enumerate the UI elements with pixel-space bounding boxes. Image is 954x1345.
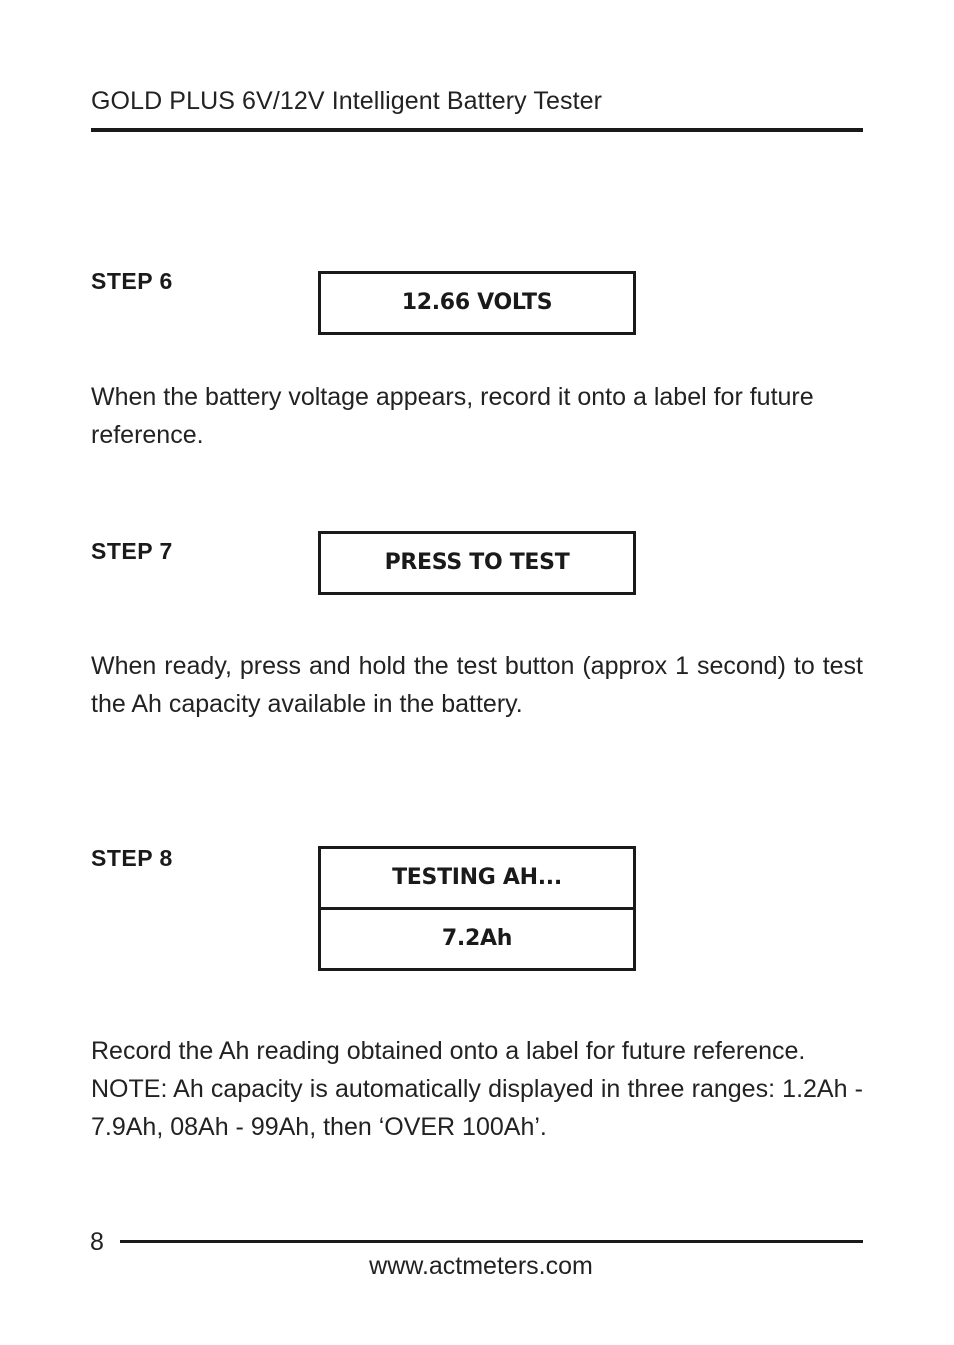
step-7-display	[318, 531, 636, 595]
step-8-label: STEP 8	[91, 845, 173, 871]
step-6-description	[91, 378, 863, 454]
display-line: TESTING AH...	[392, 865, 562, 890]
website-url: www.actmeters.com	[369, 1252, 593, 1280]
step-8-display	[318, 846, 636, 971]
display-line: 12.66 VOLTS	[401, 290, 553, 315]
step-7-description	[91, 647, 863, 723]
display-line: 7.2Ah	[321, 907, 633, 968]
header-divider	[91, 128, 863, 132]
page-number: 8	[90, 1228, 104, 1256]
document-title: GOLD PLUS 6V/12V Intelligent Battery Tester	[91, 87, 603, 115]
step-8-description	[91, 1032, 863, 1146]
note-paragraph: NOTE: Ah capacity is automatically displayed in three ranges: 1.2Ah - 7.9Ah, 08Ah - 99Ah, then ‘OVER 100Ah’.	[91, 1075, 863, 1141]
step-6-display	[318, 271, 636, 335]
step-6-label: STEP 6	[91, 268, 173, 294]
footer-divider	[120, 1240, 863, 1243]
paragraph: Record the Ah reading obtained onto a label for future reference.	[91, 1037, 806, 1065]
display-line: PRESS TO TEST	[384, 550, 570, 575]
step-7-label: STEP 7	[91, 538, 173, 564]
paragraph: When ready, press and hold the test button (approx 1 second) to test the Ah capacity available in the battery.	[91, 652, 863, 718]
paragraph: When the battery voltage appears, record it onto a label for future reference.	[91, 383, 814, 449]
